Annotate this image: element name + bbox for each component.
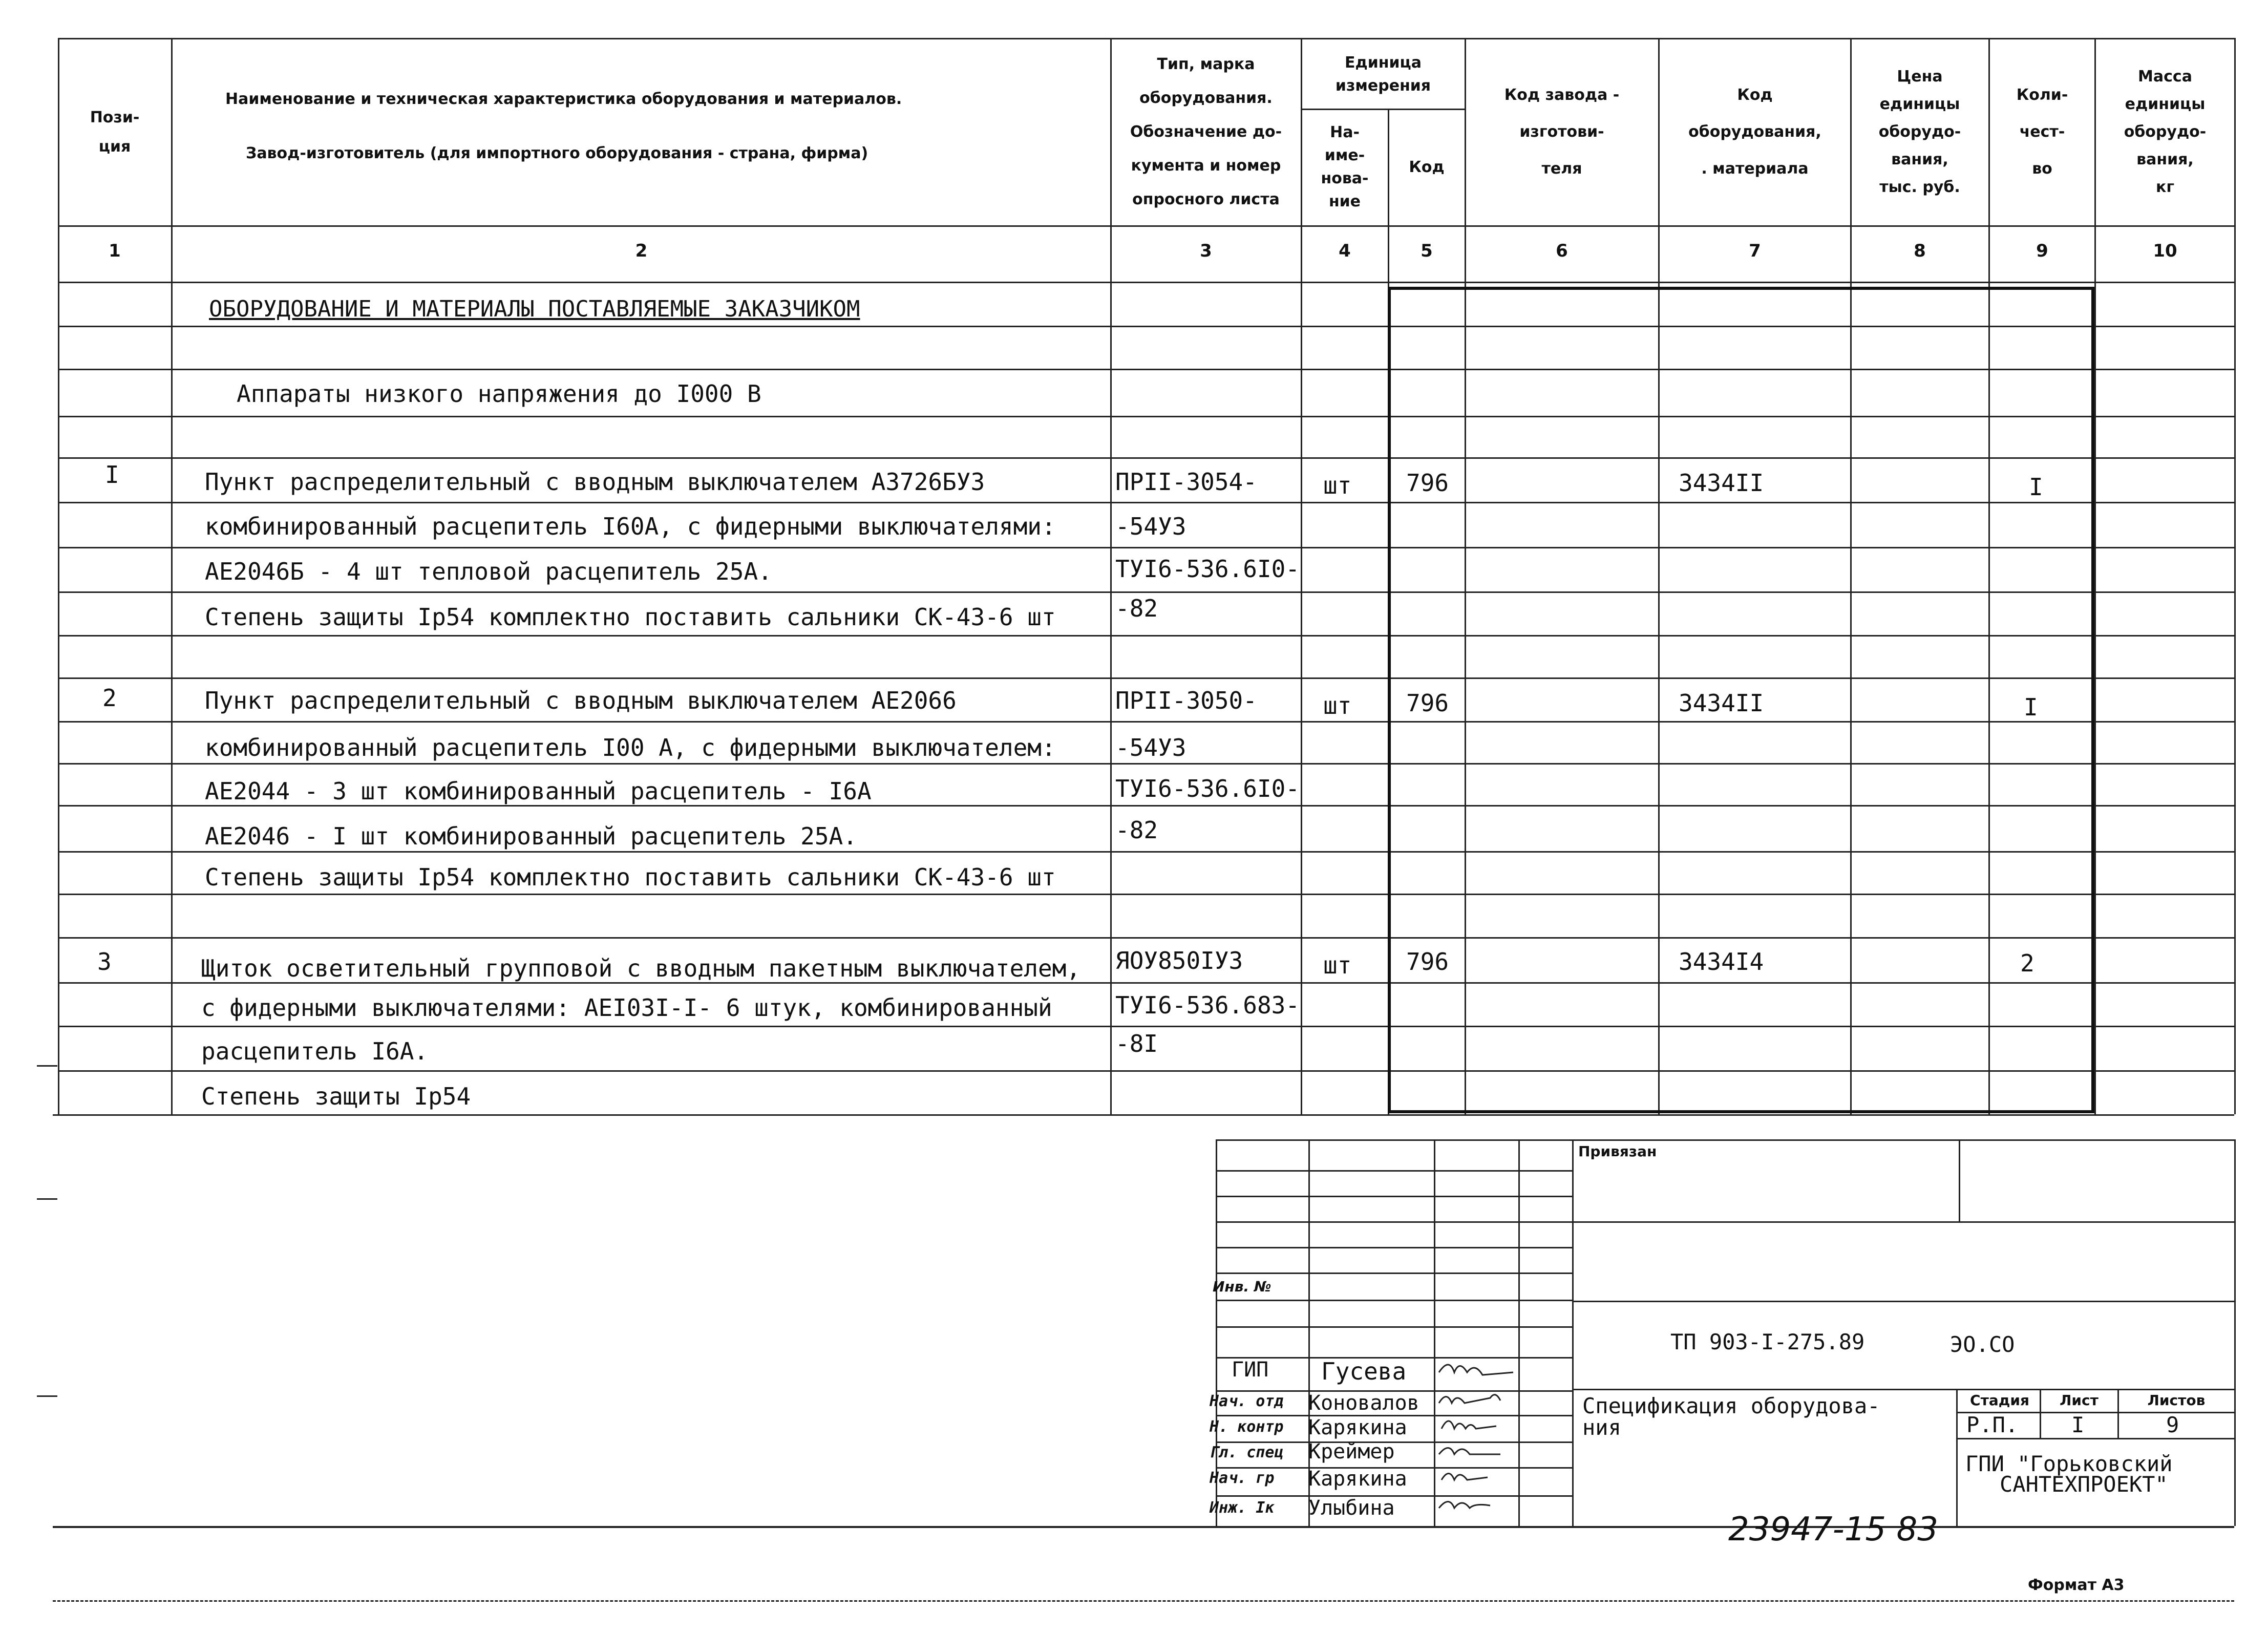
item2-position: 2: [102, 684, 117, 712]
colnum-3: 3: [1200, 241, 1212, 261]
inv-no-label: Инв. №: [1213, 1278, 1271, 1295]
header-unit-code: Код: [1409, 158, 1445, 176]
sheets-value: 9: [2166, 1412, 2179, 1437]
staff-role-6: Инж. Iк: [1210, 1499, 1275, 1517]
item1-unit: шт: [1323, 472, 1352, 499]
item2-type3: ТУI6-536.6I0-: [1115, 775, 1300, 802]
doc-suffix: ЭО.СО: [1950, 1332, 2015, 1357]
item3-type2: ТУI6-536.683-: [1115, 991, 1300, 1019]
item2-type4: -82: [1115, 816, 1158, 844]
header-name-line1: Наименование и техническая характеристика оборудования и материалов.: [225, 90, 902, 108]
colnum-9: 9: [2036, 241, 2048, 261]
org-line1: ГПИ "Горьковский: [1965, 1451, 2173, 1476]
header-name-line2: Завод-изготовитель (для импортного оборудования - страна, фирма): [246, 144, 868, 162]
colnum-8: 8: [1914, 241, 1926, 261]
item1-qty: I: [2029, 473, 2043, 501]
item2-qty: I: [2024, 693, 2038, 721]
item2-type1: ПРII-3050-: [1115, 687, 1257, 714]
item2-equip-code: 3434II: [1679, 689, 1764, 717]
item3-equip-code: 3434I4: [1679, 948, 1764, 975]
item2-line4: АЕ2046 - I шт комбинированный расцепитель 25А.: [205, 822, 857, 850]
staff-role-5: Нач. гр: [1210, 1469, 1275, 1487]
privyazan-label: Привязан: [1578, 1143, 1657, 1160]
item3-type1: ЯОУ850IУ3: [1115, 947, 1243, 974]
header-unit-name: На- име- нова- ние: [1321, 123, 1369, 210]
item1-type3: ТУI6-536.6I0-: [1115, 555, 1300, 583]
staff-name-2: Коновалов: [1308, 1391, 1419, 1415]
staff-role-3: Н. контр: [1210, 1418, 1284, 1436]
margin-tick: [37, 1198, 57, 1200]
sheet-value: I: [2071, 1412, 2085, 1437]
doc-code: ТП 903-I-275.89: [1670, 1329, 1865, 1354]
item2-type2: -54У3: [1115, 734, 1186, 761]
item1-equip-code: 3434II: [1679, 469, 1764, 497]
staff-name-5: Карякина: [1308, 1467, 1407, 1491]
staff-name-1: Гусева: [1321, 1358, 1407, 1385]
stage-label: Стадия: [1970, 1392, 2029, 1409]
item3-unit: шт: [1323, 951, 1352, 979]
staff-role-1: ГИП: [1232, 1358, 1269, 1382]
format-label: Формат А3: [2028, 1576, 2125, 1594]
staff-role-4: Гл. спец: [1210, 1444, 1284, 1461]
item1-type2: -54У3: [1115, 513, 1186, 540]
item2-line1: Пункт распределительный с вводным выключателем АЕ2066: [205, 687, 957, 714]
subsection-title: Аппараты низкого напряжения до I000 В: [237, 380, 761, 408]
staff-role-2: Нач. отд: [1210, 1392, 1284, 1410]
item1-line1: Пункт распределительный с вводным выключателем А3726БУЗ: [205, 468, 985, 496]
item2-line2: комбинированный расцепитель I00 А, с фидерными выключателем:: [205, 734, 1056, 761]
item1-unit-code: 796: [1406, 469, 1449, 497]
colnum-6: 6: [1556, 241, 1568, 261]
item3-qty: 2: [2020, 949, 2034, 977]
item1-type4: -82: [1115, 595, 1158, 622]
colnum-5: 5: [1421, 241, 1433, 261]
item1-line3: АЕ2046Б - 4 шт тепловой расцепитель 25А.: [205, 558, 772, 585]
header-mass: Масса единицы оборудо- вания, кг: [2124, 68, 2207, 196]
header-equipment-code: Код оборудования, . материала: [1688, 86, 1821, 178]
header-name: [174, 41, 1109, 223]
staff-name-6: Улыбина: [1308, 1496, 1395, 1520]
item3-position: 3: [97, 948, 112, 975]
header-factory-code: Код завода - изготови- теля: [1504, 86, 1620, 178]
item2-unit-code: 796: [1406, 689, 1449, 717]
colnum-1: 1: [109, 241, 121, 261]
header-position: Пози- ция: [90, 109, 140, 156]
bottom-trim-line: [53, 1600, 2234, 1602]
staff-name-4: Креймер: [1308, 1440, 1395, 1464]
item2-line3: АЕ2044 - 3 шт комбинированный расцепитель - I6А: [205, 777, 872, 805]
item2-unit: шт: [1323, 692, 1352, 719]
staff-name-3: Карякина: [1308, 1416, 1407, 1439]
item3-line2: с фидерными выключателями: АЕI03I-I- 6 штук, комбинированный: [201, 994, 1052, 1022]
margin-tick: [37, 1065, 57, 1067]
item1-position: I: [105, 461, 119, 489]
item3-line3: расцепитель I6А.: [201, 1037, 429, 1065]
sheets-label: Листов: [2147, 1392, 2206, 1409]
signatures-image: [1434, 1352, 1572, 1526]
item3-line1: Щиток осветительный групповой с вводным пакетным выключателем,: [201, 955, 1081, 982]
colnum-2: 2: [635, 241, 648, 261]
section-title: ОБОРУДОВАНИЕ И МАТЕРИАЛЫ ПОСТАВЛЯЕМЫЕ ЗАКАЗЧИКОМ: [209, 296, 860, 322]
margin-tick: [37, 1395, 57, 1397]
item3-line4: Степень защиты Iр54: [201, 1083, 471, 1110]
item3-unit-code: 796: [1406, 948, 1449, 975]
item1-line4: Степень защиты Iр54 комплектно поставить сальники СК-43-6 шт: [205, 603, 1056, 631]
item1-type1: ПРII-3054-: [1115, 468, 1257, 496]
sheet-label: Лист: [2060, 1392, 2099, 1409]
header-type: Тип, марка оборудования. Обозначение до- кумента и номер опросного листа: [1130, 55, 1282, 208]
org-line2: САНТЕХПРОЕКТ": [2000, 1472, 2168, 1497]
item2-line5: Степень защиты Iр54 комплектно поставить сальники СК-43-6 шт: [205, 863, 1056, 891]
header-unit-group: Единица измерения: [1335, 54, 1431, 95]
header-price: Цена единицы оборудо- вания, тыс. руб.: [1878, 68, 1961, 196]
colnum-7: 7: [1749, 241, 1761, 261]
doc-title: Спецификация оборудова- ния: [1582, 1393, 1880, 1440]
colnum-10: 10: [2153, 241, 2177, 261]
archive-number: 23947-15 83: [1728, 1511, 1938, 1549]
stage-value: Р.П.: [1966, 1412, 2019, 1437]
header-quantity: Коли- чест- во: [2016, 86, 2068, 178]
item3-type3: -8I: [1115, 1030, 1158, 1057]
colnum-4: 4: [1339, 241, 1351, 261]
item1-line2: комбинированный расцепитель I60А, с фидерными выключателями:: [205, 513, 1056, 540]
